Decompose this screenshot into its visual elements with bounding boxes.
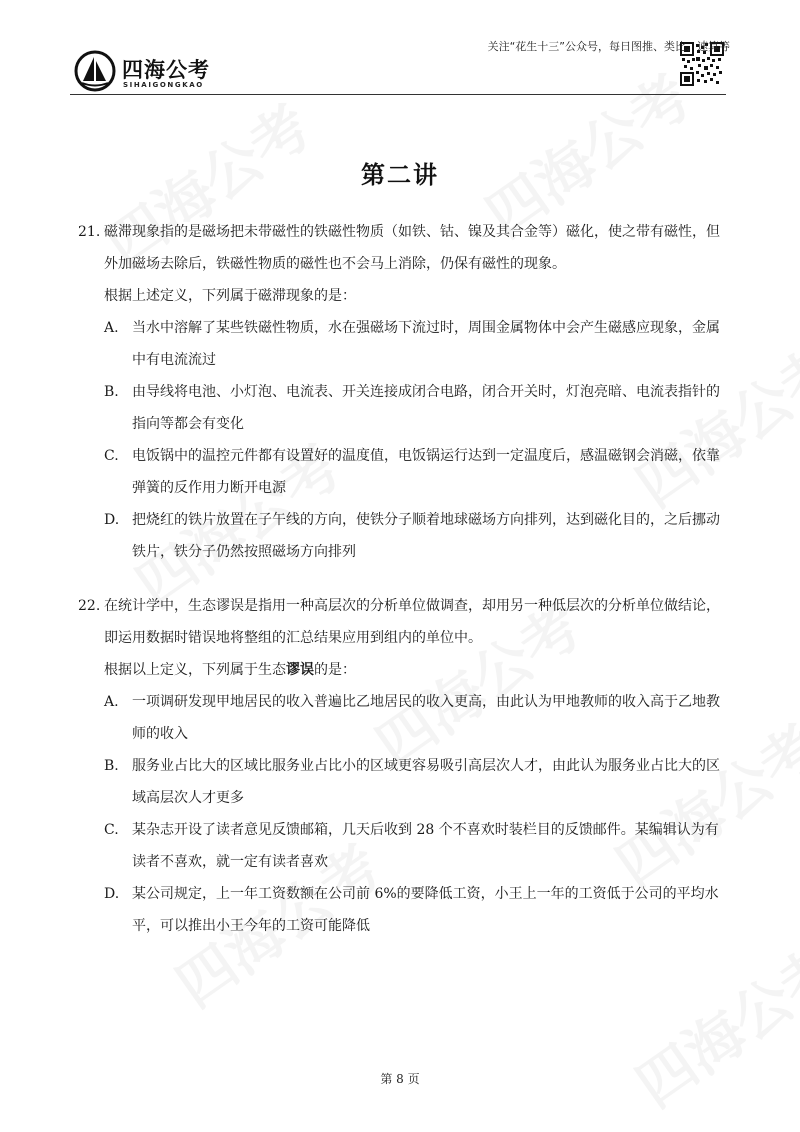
question-stem-text: 在统计学中，生态谬误是指用一种高层次的分析单位做调查，却用另一种低层次的分析单位做结论，即运用数据时错误地将整组的汇总结果应用到组内的单位中。 <box>104 598 720 646</box>
question-stem-text: 磁滞现象指的是磁场把未带磁性的铁磁性物质（如铁、钴、镍及其合金等）磁化，使之带有磁性，但外加磁场去除后，铁磁性物质的磁性也不会马上消除，仍保有磁性的现象。 <box>104 224 720 272</box>
option-text: 某杂志开设了读者意见反馈邮箱，几天后收到 28 个不喜欢时装栏目的反馈邮件。某编辑认为有读者不喜欢，就一定有读者喜欢 <box>132 822 719 870</box>
option-text: 服务业占比大的区域比服务业占比小的区域更容易吸引高层次人才，由此认为服务业占比大的区域高层次人才更多 <box>132 758 720 806</box>
question-stem <box>78 216 728 280</box>
prompt-emphasis: 谬误 <box>286 662 314 678</box>
logo-text: 四海公考 <box>122 58 210 82</box>
question-21 <box>78 216 728 568</box>
header-divider <box>70 94 726 95</box>
sail-logo-icon <box>74 50 116 92</box>
question-number: 22. <box>78 598 101 614</box>
question-22 <box>78 590 728 942</box>
option-letter: A. <box>104 694 119 710</box>
option-a <box>78 686 728 750</box>
prompt-text: 的是： <box>314 662 356 678</box>
header-note: 关注“花生十三”公众号，每日图推、类比、速算等 <box>487 40 730 53</box>
option-d <box>78 878 728 942</box>
option-letter: C. <box>104 822 119 838</box>
option-b <box>78 750 728 814</box>
question-list <box>78 216 728 964</box>
option-text: 由导线将电池、小灯泡、电流表、开关连接成闭合电路，闭合开关时，灯泡亮暗、电流表指针的指向等都会有变化 <box>132 384 720 432</box>
option-text: 电饭锅中的温控元件都有设置好的温度值，电饭锅运行达到一定温度后，感温磁钢会消磁，依靠弹簧的反作用力断开电源 <box>132 448 720 496</box>
question-number: 21. <box>78 224 101 240</box>
option-text: 当水中溶解了某些铁磁性物质，水在强磁场下流过时，周围金属物体中会产生磁感应现象，金属中有电流流过 <box>132 320 720 368</box>
logo-subtext: SIHAIGONGKAO <box>123 81 204 89</box>
option-text: 把烧红的铁片放置在子午线的方向，使铁分子顺着地球磁场方向排列，达到磁化目的，之后挪动铁片，铁分子仍然按照磁场方向排列 <box>132 512 720 560</box>
question-stem <box>78 590 728 654</box>
brand-logo <box>74 50 214 96</box>
prompt-text: 根据以上定义，下列属于生态 <box>104 662 286 678</box>
option-text: 某公司规定，上一年工资数额在公司前 6%的要降低工资，小王上一年的工资低于公司的平均水平，可以推出小王今年的工资可能降低 <box>132 886 719 934</box>
page-number: 第 8 页 <box>380 1072 420 1086</box>
option-letter: A. <box>104 320 119 336</box>
option-letter: D. <box>104 886 120 902</box>
option-b <box>78 376 728 440</box>
page-title: 第二讲 <box>361 161 439 189</box>
option-letter: C. <box>104 448 119 464</box>
option-letter: D. <box>104 512 120 528</box>
question-prompt: 根据上述定义，下列属于磁滞现象的是： <box>104 288 356 304</box>
option-text: 一项调研发现甲地居民的收入普遍比乙地居民的收入更高，由此认为甲地教师的收入高于乙地教师的收入 <box>132 694 720 742</box>
option-c <box>78 440 728 504</box>
option-d <box>78 504 728 568</box>
option-letter: B. <box>104 758 119 774</box>
option-c <box>78 814 728 878</box>
option-a <box>78 312 728 376</box>
question-prompt <box>78 654 728 686</box>
option-letter: B. <box>104 384 119 400</box>
